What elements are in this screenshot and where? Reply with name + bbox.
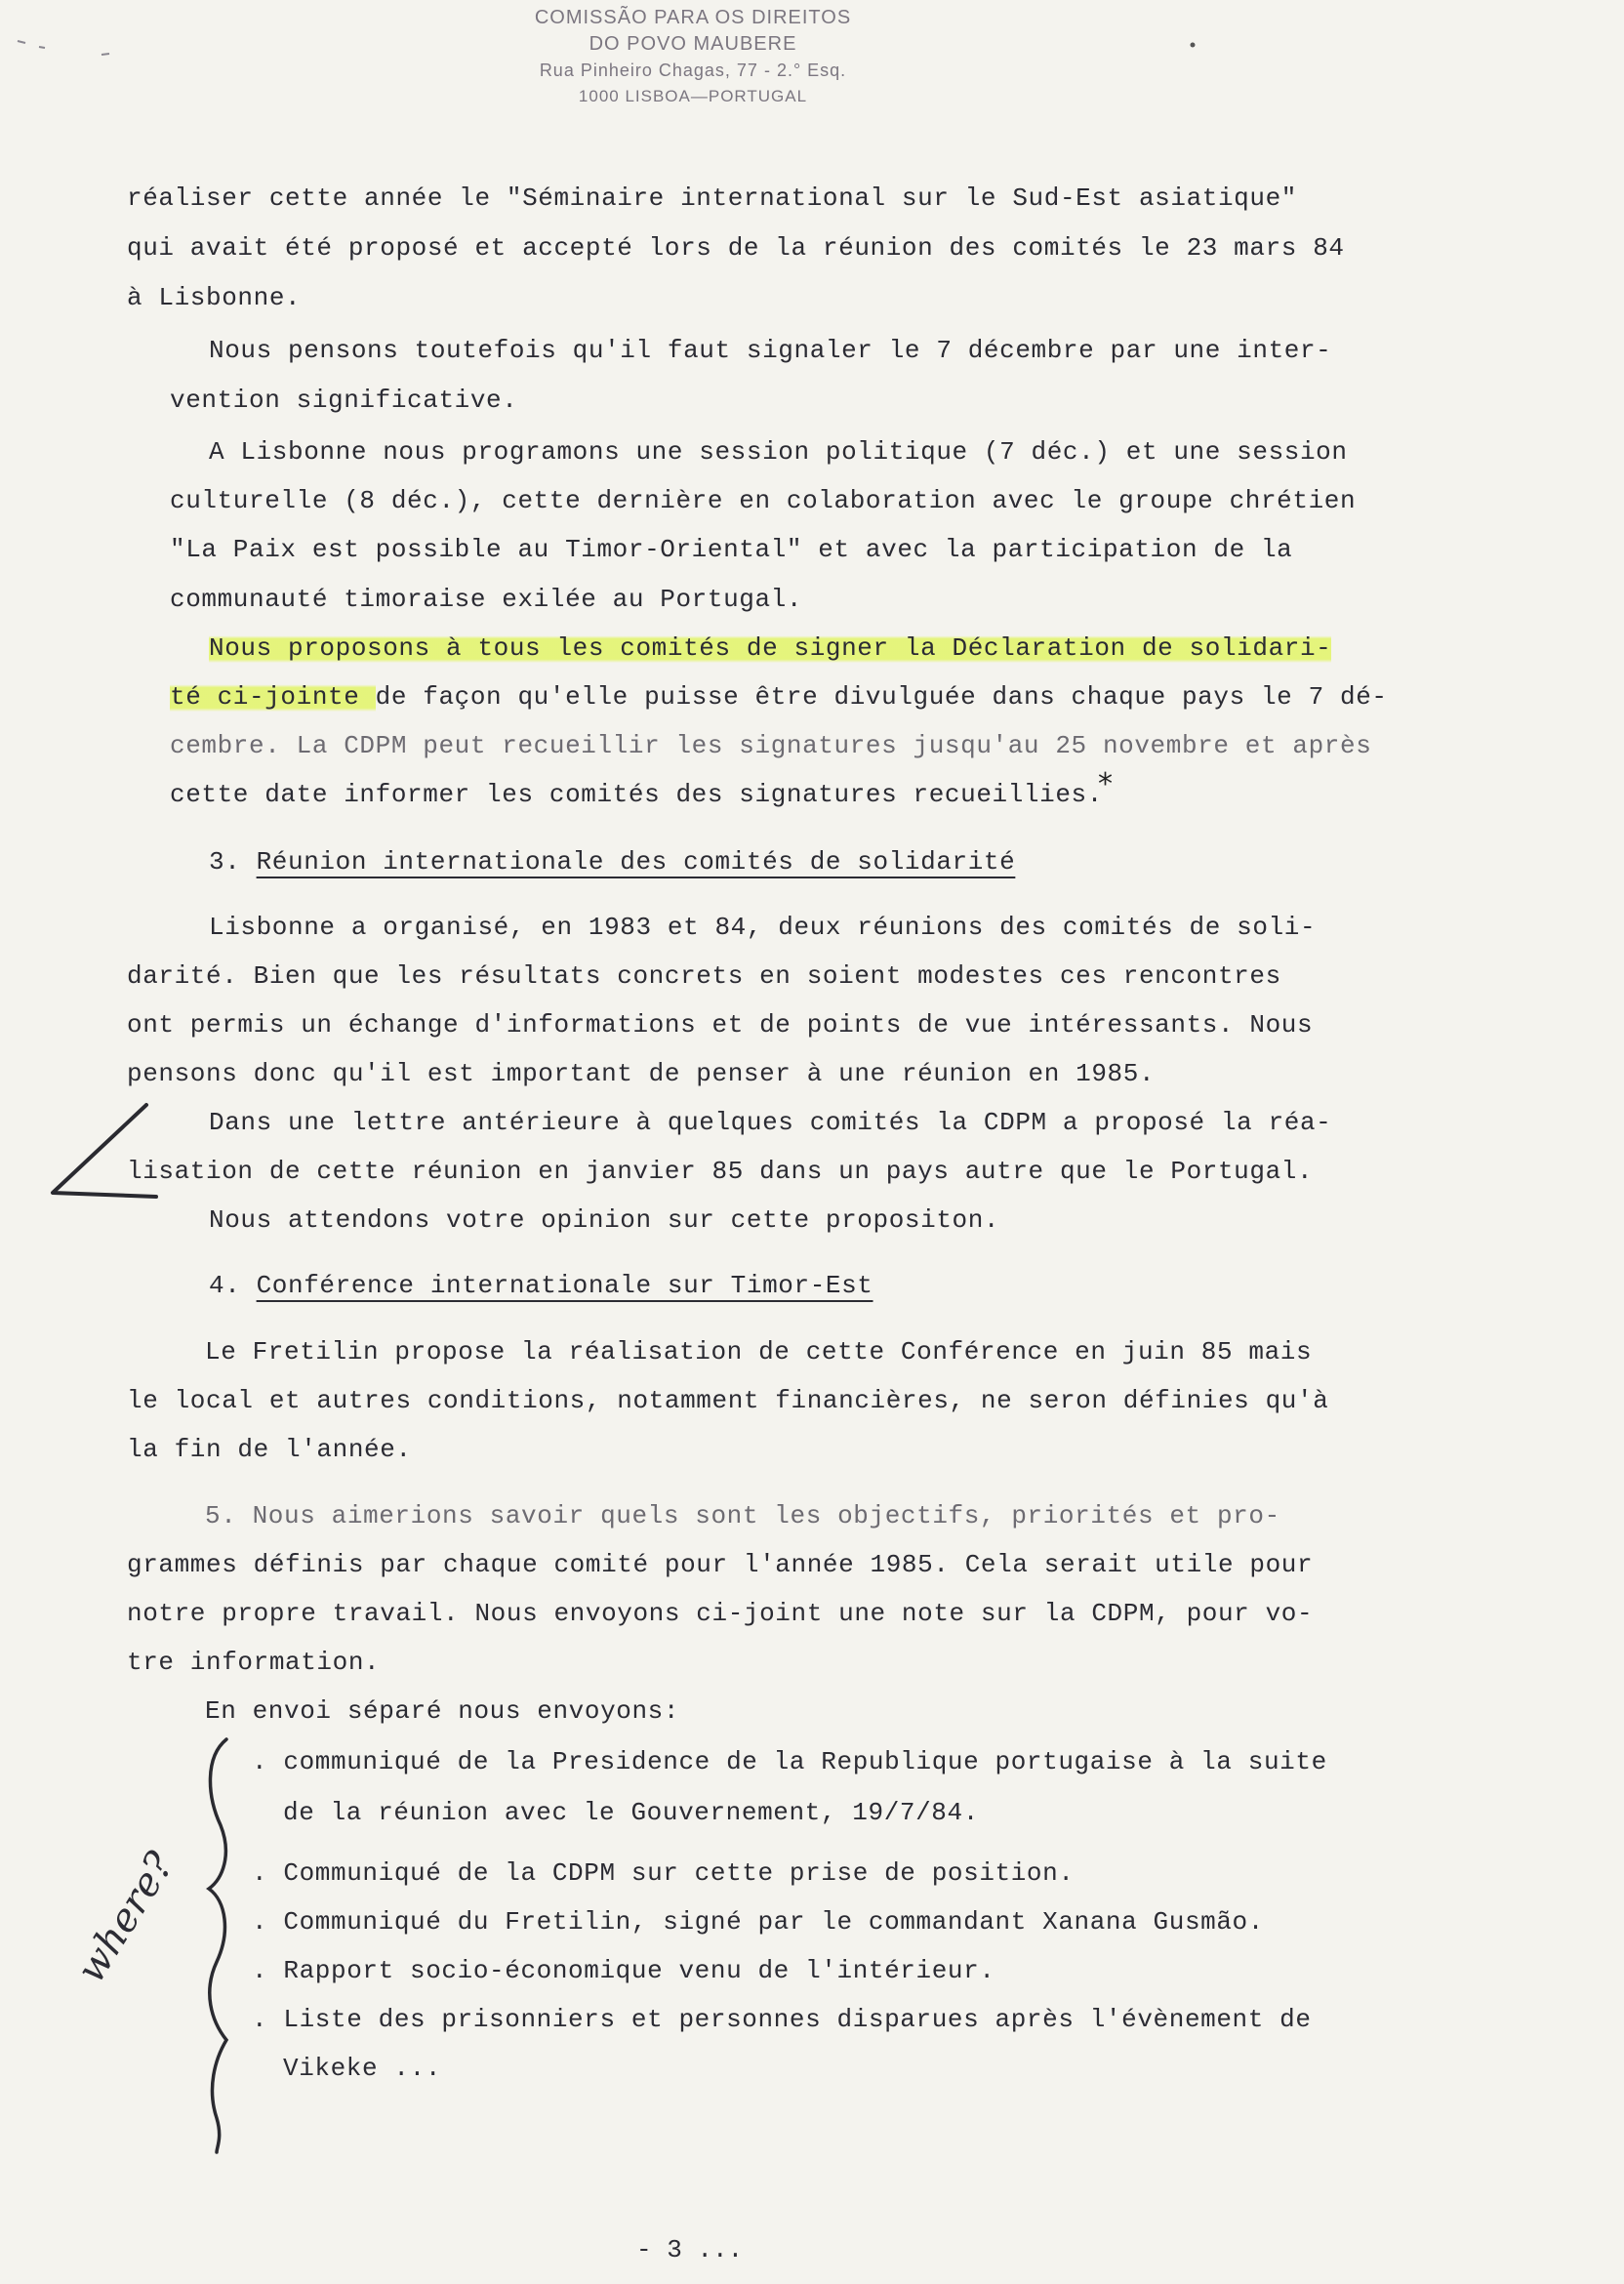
section-title: Conférence internationale sur Timor-Est (256, 1271, 873, 1300)
text-line: réaliser cette année le "Séminaire international sur le Sud-Est asiatique" (127, 184, 1297, 213)
text-line: darité. Bien que les résultats concrets en soient modestes ces rencontres (127, 961, 1281, 991)
list-item-continuation: Vikeke ... (283, 2054, 442, 2083)
text-line: En envoi séparé nous envoyons: (205, 1696, 680, 1726)
text-line: le local et autres conditions, notamment financières, ne seron définies qu'à (127, 1386, 1329, 1415)
asterisk-annotation: * (1098, 767, 1113, 801)
text-line: grammes définis par chaque comité pour l'année 1985. Cela serait utile pour (127, 1550, 1314, 1579)
list-item-continuation: de la réunion avec le Gouvernement, 19/7/84. (283, 1798, 979, 1827)
text-line: à Lisbonne. (127, 283, 302, 312)
text-line: cette date informer les comités des signatures recueillies. (170, 780, 1103, 809)
page-number-footer: - 3 ... (636, 2235, 744, 2264)
text-line: communauté timoraise exilée au Portugal. (170, 585, 803, 614)
text-line: 5. Nous aimerions savoir quels sont les objectifs, priorités et pro- (205, 1501, 1280, 1530)
text-line: "La Paix est possible au Timor-Oriental" et avec la participation de la (170, 535, 1293, 564)
text-line: Le Fretilin propose la réalisation de cette Conférence en juin 85 mais (205, 1337, 1313, 1366)
text-line: Nous pensons toutefois qu'il faut signaler le 7 décembre par une inter- (209, 336, 1332, 365)
letterhead-address: Rua Pinheiro Chagas, 77 - 2.° Esq. (539, 61, 847, 80)
list-item: . Rapport socio-économique venu de l'intérieur. (252, 1956, 995, 1985)
section-number: 4. (209, 1271, 241, 1300)
section-number: 3. (209, 847, 241, 877)
text-line: cembre. La CDPM peut recueillir les signatures jusqu'au 25 novembre et après (170, 731, 1372, 760)
highlight-marker: té ci-jointe (170, 682, 376, 712)
text-fragment: de façon qu'elle puisse être divulguée dans chaque pays le 7 dé- (375, 682, 1388, 712)
text-line: vention significative. (170, 386, 518, 415)
margin-angle-mark (53, 1105, 156, 1197)
letterhead-city: 1000 LISBOA—PORTUGAL (578, 87, 808, 105)
text-line: qui avait été proposé et accepté lors de la réunion des comités le 23 mars 84 (127, 233, 1345, 263)
handwritten-brace (209, 1739, 226, 2152)
text-line: A Lisbonne nous programons une session politique (7 déc.) et une session (209, 437, 1348, 467)
section-title: Réunion internationale des comités de solidarité (256, 847, 1016, 877)
letterhead-org-line2: DO POVO MAUBERE (589, 33, 797, 55)
list-item: . Communiqué du Fretilin, signé par le commandant Xanana Gusmão. (252, 1907, 1264, 1937)
corner-specks (18, 41, 109, 55)
text-line: culturelle (8 déc.), cette dernière en colaboration avec le groupe chrétien (170, 486, 1357, 515)
text-line: tre information. (127, 1648, 381, 1677)
list-item: . Liste des prisonniers et personnes disparues après l'évènement de (252, 2005, 1312, 2034)
text-line: la fin de l'année. (127, 1435, 412, 1464)
text-line: Nous attendons votre opinion sur cette propositon. (209, 1205, 1000, 1235)
letterhead-org-line1: COMISSÃO PARA OS DIREITOS (534, 7, 852, 28)
text-line: pensons donc qu'il est important de penser à une réunion en 1985. (127, 1059, 1156, 1088)
list-item: . Communiqué de la CDPM sur cette prise de position. (252, 1858, 1075, 1888)
list-item: . communiqué de la Presidence de la Republique portugaise à la suite (252, 1747, 1327, 1776)
text-line: notre propre travail. Nous envoyons ci-joint une note sur la CDPM, pour vo- (127, 1599, 1314, 1628)
text-line: Lisbonne a organisé, en 1983 et 84, deux réunions des comités de soli- (209, 913, 1317, 942)
text-line: lisation de cette réunion en janvier 85 dans un pays autre que le Portugal. (127, 1157, 1314, 1186)
text-line: Dans une lettre antérieure à quelques comités la CDPM a proposé la réa- (209, 1108, 1332, 1137)
speck (1191, 43, 1196, 48)
highlight-marker: Nous proposons à tous les comités de signer la Déclaration de solidari- (209, 633, 1332, 663)
text-line: ont permis un échange d'informations et de points de vue intéressants. Nous (127, 1010, 1314, 1040)
handwritten-margin-note: where? (68, 1844, 183, 1991)
